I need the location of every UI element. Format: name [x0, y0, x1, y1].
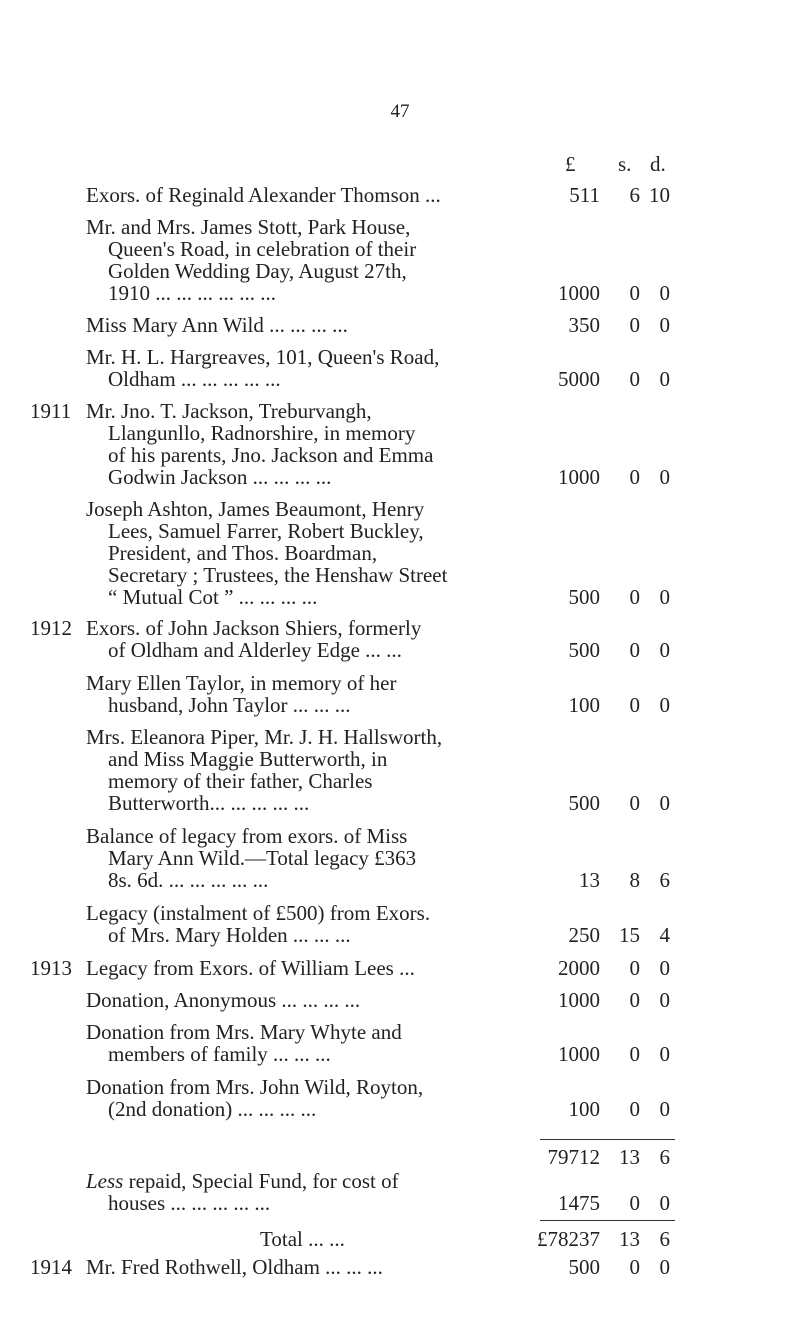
amount-pounds: 1000	[558, 281, 600, 305]
amount-shillings: 0	[629, 1042, 640, 1066]
amount-pounds: 13	[579, 868, 600, 892]
subtotal-pounds: 79712	[547, 1145, 600, 1169]
less-shillings: 0	[629, 1191, 640, 1215]
amount-shillings: 15	[619, 923, 640, 947]
amount-pence: 4	[659, 923, 670, 947]
entry-line: 8s. 6d. ... ... ... ... ...	[108, 868, 269, 892]
less-text: repaid, Special Fund, for cost of	[123, 1169, 399, 1193]
amount-pounds: 100	[568, 1097, 600, 1121]
total-pence: 6	[659, 1227, 670, 1251]
entry-line: Donation from Mrs. John Wild, Royton,	[86, 1075, 424, 1099]
entry-line: Exors. of Reginald Alexander Thomson ...	[86, 183, 441, 207]
amount-pounds: 1000	[558, 465, 600, 489]
entry-line: Miss Mary Ann Wild ... ... ... ...	[86, 313, 348, 337]
entry-line: Mary Ellen Taylor, in memory of her	[86, 671, 397, 695]
amount-pence: 0	[659, 585, 670, 609]
entry-line: Mary Ann Wild.—Total legacy £363	[108, 846, 417, 870]
entry-line: Donation from Mrs. Mary Whyte and	[86, 1020, 402, 1044]
amount-shillings: 0	[629, 1255, 640, 1279]
amount-pounds: 2000	[558, 956, 600, 980]
amount-pounds: 511	[569, 183, 600, 207]
total-shillings: 13	[619, 1227, 640, 1251]
subtotal-rule	[540, 1139, 675, 1140]
entry-line: Exors. of John Jackson Shiers, formerly	[86, 616, 422, 640]
total-label: Total ... ...	[260, 1227, 345, 1251]
less-pounds: 1475	[558, 1191, 600, 1215]
amount-shillings: 0	[629, 465, 640, 489]
entry-line: Lees, Samuel Farrer, Robert Buckley,	[108, 519, 424, 543]
entry-line: Mr. and Mrs. James Stott, Park House,	[86, 215, 411, 239]
amount-shillings: 0	[629, 988, 640, 1012]
entry-line: Balance of legacy from exors. of Miss	[86, 824, 408, 848]
entry-line: Donation, Anonymous ... ... ... ...	[86, 988, 361, 1012]
amount-pounds: 1000	[558, 988, 600, 1012]
amount-pence: 0	[659, 693, 670, 717]
amount-shillings: 0	[629, 956, 640, 980]
amount-shillings: 0	[629, 281, 640, 305]
entry-line: Golden Wedding Day, August 27th,	[108, 259, 407, 283]
entry-line: Legacy (instalment of £500) from Exors.	[86, 901, 431, 925]
amount-pence: 0	[659, 1042, 670, 1066]
amount-pence: 0	[659, 988, 670, 1012]
amount-pence: 0	[659, 956, 670, 980]
shillings-header: s.	[618, 152, 632, 176]
amount-shillings: 0	[629, 693, 640, 717]
entry-line: “ Mutual Cot ” ... ... ... ...	[108, 585, 318, 609]
amount-pounds: 500	[568, 585, 600, 609]
amount-pounds: 250	[568, 923, 600, 947]
entry-line: memory of their father, Charles	[108, 769, 373, 793]
amount-shillings: 0	[629, 313, 640, 337]
amount-shillings: 0	[629, 367, 640, 391]
amount-pence: 0	[659, 465, 670, 489]
entry-year: 1912	[30, 616, 72, 640]
amount-pounds: 5000	[558, 367, 600, 391]
entry-line: of his parents, Jno. Jackson and Emma	[108, 443, 434, 467]
entry-line: Queen's Road, in celebration of their	[108, 237, 417, 261]
amount-pounds: 350	[568, 313, 600, 337]
entry-line: Joseph Ashton, James Beaumont, Henry	[86, 497, 425, 521]
pounds-header: £	[565, 152, 576, 176]
entry-line: of Oldham and Alderley Edge ... ...	[108, 638, 402, 662]
amount-pence: 0	[659, 367, 670, 391]
subtotal-pence: 6	[659, 1145, 670, 1169]
entry-year: 1913	[30, 956, 72, 980]
entry-line: of Mrs. Mary Holden ... ... ...	[108, 923, 351, 947]
amount-pence: 0	[659, 1255, 670, 1279]
amount-shillings: 0	[629, 585, 640, 609]
entry-line: Legacy from Exors. of William Lees ...	[86, 956, 415, 980]
entry-line: Oldham ... ... ... ... ...	[108, 367, 281, 391]
amount-pounds: 500	[568, 638, 600, 662]
amount-pounds: 500	[568, 791, 600, 815]
entry-line: Mr. Fred Rothwell, Oldham ... ... ...	[86, 1255, 383, 1279]
less-label: Less	[86, 1169, 124, 1193]
entry-line: Mr. Jno. T. Jackson, Treburvangh,	[86, 399, 372, 423]
entry-line: President, and Thos. Boardman,	[108, 541, 378, 565]
amount-shillings: 0	[629, 791, 640, 815]
amount-pounds: 500	[568, 1255, 600, 1279]
entry-line: Butterworth... ... ... ... ...	[108, 791, 310, 815]
amount-pence: 0	[659, 791, 670, 815]
amount-shillings: 0	[629, 1097, 640, 1121]
amount-pence: 0	[659, 638, 670, 662]
amount-pence: 6	[659, 868, 670, 892]
entry-line: Mrs. Eleanora Piper, Mr. J. H. Hallsworth,	[86, 725, 443, 749]
pence-header: d.	[650, 152, 666, 176]
page-number: 47	[390, 101, 410, 122]
entry-line: (2nd donation) ... ... ... ...	[108, 1097, 317, 1121]
amount-shillings: 8	[629, 868, 640, 892]
amount-pounds: 1000	[558, 1042, 600, 1066]
entry-line: members of family ... ... ...	[108, 1042, 331, 1066]
less-pence: 0	[659, 1191, 670, 1215]
entry-line: Secretary ; Trustees, the Henshaw Street	[108, 563, 448, 587]
subtotal-shillings: 13	[619, 1145, 640, 1169]
less-line	[86, 1170, 399, 1192]
amount-pence: 0	[659, 281, 670, 305]
entry-line: 1910 ... ... ... ... ... ...	[108, 281, 276, 305]
amount-pence: 0	[659, 313, 670, 337]
entry-line: husband, John Taylor ... ... ...	[108, 693, 351, 717]
entry-line: Godwin Jackson ... ... ... ...	[108, 465, 332, 489]
entry-line: Mr. H. L. Hargreaves, 101, Queen's Road,	[86, 345, 440, 369]
amount-pence: 10	[649, 183, 670, 207]
amount-shillings: 6	[629, 183, 640, 207]
amount-pounds: 100	[568, 693, 600, 717]
amount-pence: 0	[659, 1097, 670, 1121]
entry-line: Llangunllo, Radnorshire, in memory	[108, 421, 416, 445]
less-line: houses ... ... ... ... ...	[108, 1191, 271, 1215]
entry-year: 1914	[30, 1255, 72, 1279]
entry-year: 1911	[30, 399, 72, 423]
total-rule	[540, 1220, 675, 1221]
entry-line: and Miss Maggie Butterworth, in	[108, 747, 388, 771]
amount-shillings: 0	[629, 638, 640, 662]
total-pounds: £78237	[537, 1227, 600, 1251]
